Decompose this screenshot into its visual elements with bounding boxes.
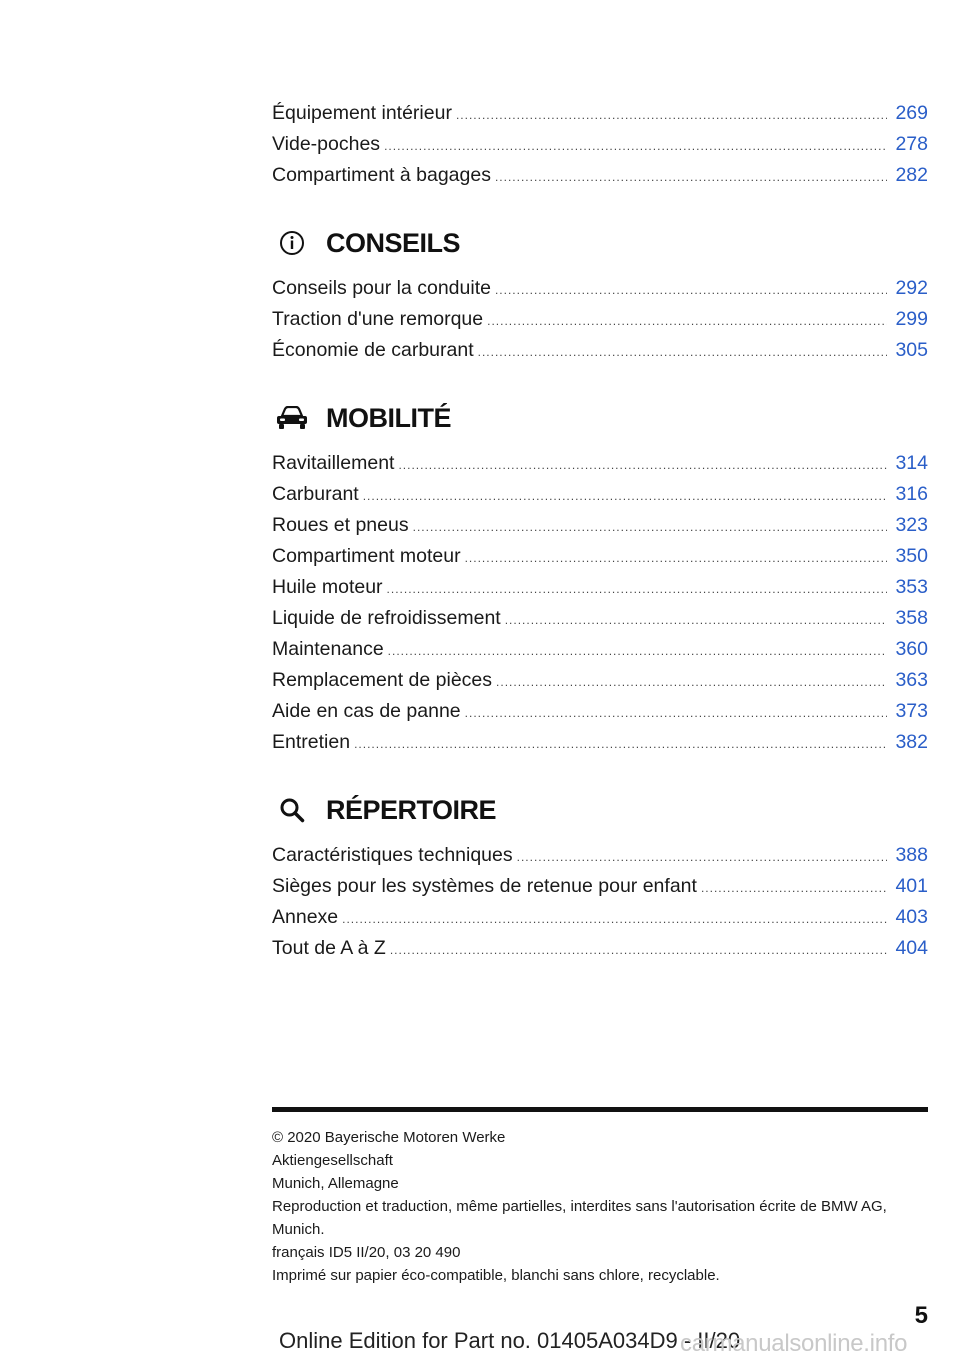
toc-entry-page-link[interactable]: 360 — [895, 638, 928, 660]
leader-dots — [342, 912, 887, 926]
section-title: CONSEILS — [326, 227, 461, 258]
toc-entry-page-link[interactable]: 382 — [895, 731, 928, 753]
toc-entry-page-link[interactable]: 282 — [895, 164, 928, 186]
toc-section-mobilite — [272, 398, 928, 762]
toc-entry-page-link[interactable]: 358 — [895, 607, 928, 629]
leader-dots — [465, 706, 888, 720]
toc-entry-label: Liquide de refroidissement — [272, 607, 501, 629]
toc-section-interior — [272, 102, 928, 195]
toc-entry-label: Conseils pour la conduite — [272, 277, 491, 299]
leader-dots — [398, 458, 887, 472]
toc-entry-page-link[interactable]: 404 — [895, 937, 928, 959]
toc-entry-label: Compartiment moteur — [272, 545, 461, 567]
watermark: carmanualsonline.info — [680, 1330, 908, 1357]
toc-entry-label: Équipement intérieur — [272, 102, 452, 124]
imprint-block — [272, 1126, 928, 1287]
leader-dots — [388, 644, 888, 658]
toc-entry[interactable] — [272, 102, 928, 133]
toc-entry-label: Économie de carburant — [272, 339, 474, 361]
imprint-line: français ID5 II/20, 03 20 490 — [272, 1244, 461, 1261]
toc-entry[interactable] — [272, 452, 928, 483]
toc-section-repertoire — [272, 790, 928, 968]
toc-entry-page-link[interactable]: 316 — [895, 483, 928, 505]
toc-entry-page-link[interactable]: 403 — [895, 906, 928, 928]
toc-entry-page-link[interactable]: 401 — [895, 875, 928, 897]
toc-entry[interactable] — [272, 308, 928, 339]
toc-entry-label: Compartiment à bagages — [272, 164, 491, 186]
toc-entry-label: Maintenance — [272, 638, 384, 660]
table-of-contents — [272, 102, 928, 996]
toc-entry[interactable] — [272, 875, 928, 906]
toc-entry[interactable] — [272, 133, 928, 164]
section-header — [272, 223, 928, 263]
leader-dots — [456, 108, 888, 122]
toc-entry[interactable] — [272, 844, 928, 875]
toc-entry-page-link[interactable]: 353 — [895, 576, 928, 598]
leader-dots — [478, 345, 888, 359]
section-header — [272, 790, 928, 830]
toc-entry-label: Carburant — [272, 483, 359, 505]
toc-entry[interactable] — [272, 576, 928, 607]
search-icon — [272, 790, 312, 830]
toc-entry-label: Aide en cas de panne — [272, 700, 461, 722]
toc-entry[interactable] — [272, 545, 928, 576]
toc-entry-label: Ravitaillement — [272, 452, 395, 474]
info-circle-icon — [272, 223, 312, 263]
toc-entry[interactable] — [272, 638, 928, 669]
imprint-line: Reproduction et traduction, même partielles, interdites sans l'autorisation écrite de BMW AG, — [272, 1198, 887, 1215]
toc-entry-page-link[interactable]: 363 — [895, 669, 928, 691]
toc-entry-label: Huile moteur — [272, 576, 383, 598]
leader-dots — [495, 170, 887, 184]
toc-entry[interactable] — [272, 514, 928, 545]
toc-section-conseils — [272, 223, 928, 370]
toc-entry-page-link[interactable]: 269 — [895, 102, 928, 124]
toc-entry-page-link[interactable]: 299 — [895, 308, 928, 330]
leader-dots — [413, 520, 888, 534]
toc-entry[interactable] — [272, 906, 928, 937]
toc-entry[interactable] — [272, 483, 928, 514]
toc-entry-label: Sièges pour les systèmes de retenue pour enfant — [272, 875, 697, 897]
toc-entry[interactable] — [272, 937, 928, 968]
imprint-line: Munich, Allemagne — [272, 1175, 399, 1192]
toc-entry-label: Traction d'une remorque — [272, 308, 484, 330]
leader-dots — [354, 737, 887, 751]
toc-entry[interactable] — [272, 669, 928, 700]
imprint-line: Munich. — [272, 1221, 325, 1238]
leader-dots — [505, 613, 888, 627]
toc-entry[interactable] — [272, 731, 928, 762]
toc-entry-label: Vide-poches — [272, 133, 381, 155]
leader-dots — [496, 675, 887, 689]
imprint-line: Aktiengesellschaft — [272, 1152, 393, 1169]
page-number: 5 — [914, 1302, 928, 1329]
toc-entry[interactable] — [272, 339, 928, 370]
toc-entry-label: Entretien — [272, 731, 351, 753]
toc-entry-page-link[interactable]: 388 — [895, 844, 928, 866]
toc-entry-page-link[interactable]: 314 — [895, 452, 928, 474]
toc-entry-label: Tout de A à Z — [272, 937, 386, 959]
toc-entry-page-link[interactable]: 373 — [895, 700, 928, 722]
imprint-line: © 2020 Bayerische Motoren Werke — [272, 1129, 506, 1146]
leader-dots — [517, 850, 888, 864]
toc-entry-page-link[interactable]: 350 — [895, 545, 928, 567]
toc-entry[interactable] — [272, 700, 928, 731]
section-title: MOBILITÉ — [326, 402, 451, 433]
toc-entry-page-link[interactable]: 323 — [895, 514, 928, 536]
leader-dots — [465, 551, 888, 565]
toc-entry[interactable] — [272, 607, 928, 638]
toc-entry-page-link[interactable]: 292 — [895, 277, 928, 299]
leader-dots — [384, 139, 887, 153]
leader-dots — [487, 314, 887, 328]
car-icon — [272, 398, 312, 438]
imprint-line: Imprimé sur papier éco-compatible, blanchi sans chlore, recyclable. — [272, 1267, 720, 1284]
toc-entry[interactable] — [272, 164, 928, 195]
leader-dots — [363, 489, 888, 503]
leader-dots — [701, 881, 888, 895]
toc-entry-label: Roues et pneus — [272, 514, 409, 536]
horizontal-rule — [272, 1107, 928, 1112]
online-edition-footer: Online Edition for Part no. 01405A034D9 - II/20 — [279, 1328, 741, 1353]
section-title: RÉPERTOIRE — [326, 794, 497, 825]
toc-entry-page-link[interactable]: 305 — [895, 339, 928, 361]
toc-entry-label: Caractéristiques techniques — [272, 844, 513, 866]
leader-dots — [495, 283, 887, 297]
section-header — [272, 398, 928, 438]
toc-entry-label: Annexe — [272, 906, 339, 928]
toc-entry-label: Remplacement de pièces — [272, 669, 493, 691]
toc-entry[interactable] — [272, 277, 928, 308]
leader-dots — [390, 943, 888, 957]
toc-entry-page-link[interactable]: 278 — [895, 133, 928, 155]
leader-dots — [387, 582, 888, 596]
